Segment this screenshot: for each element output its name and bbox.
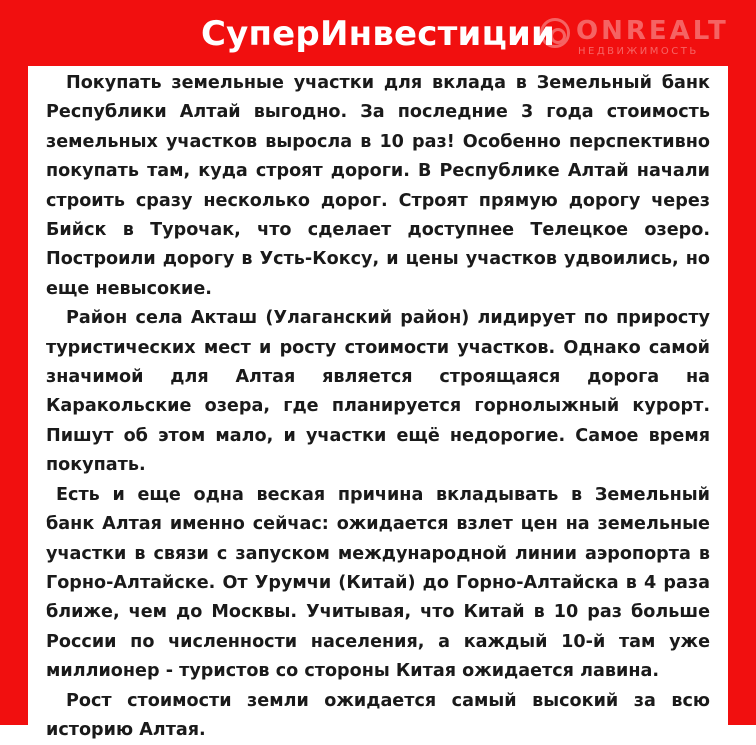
article-paragraph: Рост стоимости земли ожидается самый высокий за всю историю Алтая. — [46, 690, 710, 740]
header-banner — [0, 0, 756, 66]
article-text — [46, 69, 710, 745]
article-paragraph: Покупать земельные участки для вклада в Земельный банк Республики Алтай выгодно. За последние 3 года стоимость земельных участков выросла в 10 раз! Особенно перспективно покупать там, куда строят дороги. В Республике Алтай начали строить сразу несколько дорог. Строят прямую дорогу через Бийск в Турочак, что сделает доступнее Телецкое озеро. Построили дорогу в Усть-Коксу, и цены участков удвоились, но еще невысокие. — [46, 73, 710, 299]
article-panel — [28, 66, 728, 740]
article-paragraph: Есть и еще одна веская причина вкладывать в Земельный банк Алтая именно сейчас: ожидается взлет цен на земельные участки в связи с запуском международной линии аэропорта в Горно-Алтайске. От Урумчи (Китай) до Горно-Алтайска в 4 раза ближе, чем до Москвы. Учитывая, что Китай в 10 раз больше России по численности населения, а каждый 10-й там уже миллионер - туристов со стороны Китая ожидается лавина. — [46, 484, 710, 682]
watermark-subtitle: НЕДВИЖИМОСТЬ — [578, 46, 699, 57]
page-title: СуперИнвестиции — [200, 14, 556, 54]
article-paragraph: Район села Акташ (Улаганский район) лидирует по приросту туристических мест и росту стоимости участков. Однако самой значимой для Алтая является строящаяся дорога на Каракольские озера, где планируется горнолыжный курорт. Пишут об этом мало, и участки ещё недорогие. Самое время покупать. — [46, 308, 710, 476]
onrealt-logo-icon — [540, 18, 570, 48]
watermark-brand: ONREALT — [576, 16, 729, 46]
watermark — [540, 14, 750, 60]
